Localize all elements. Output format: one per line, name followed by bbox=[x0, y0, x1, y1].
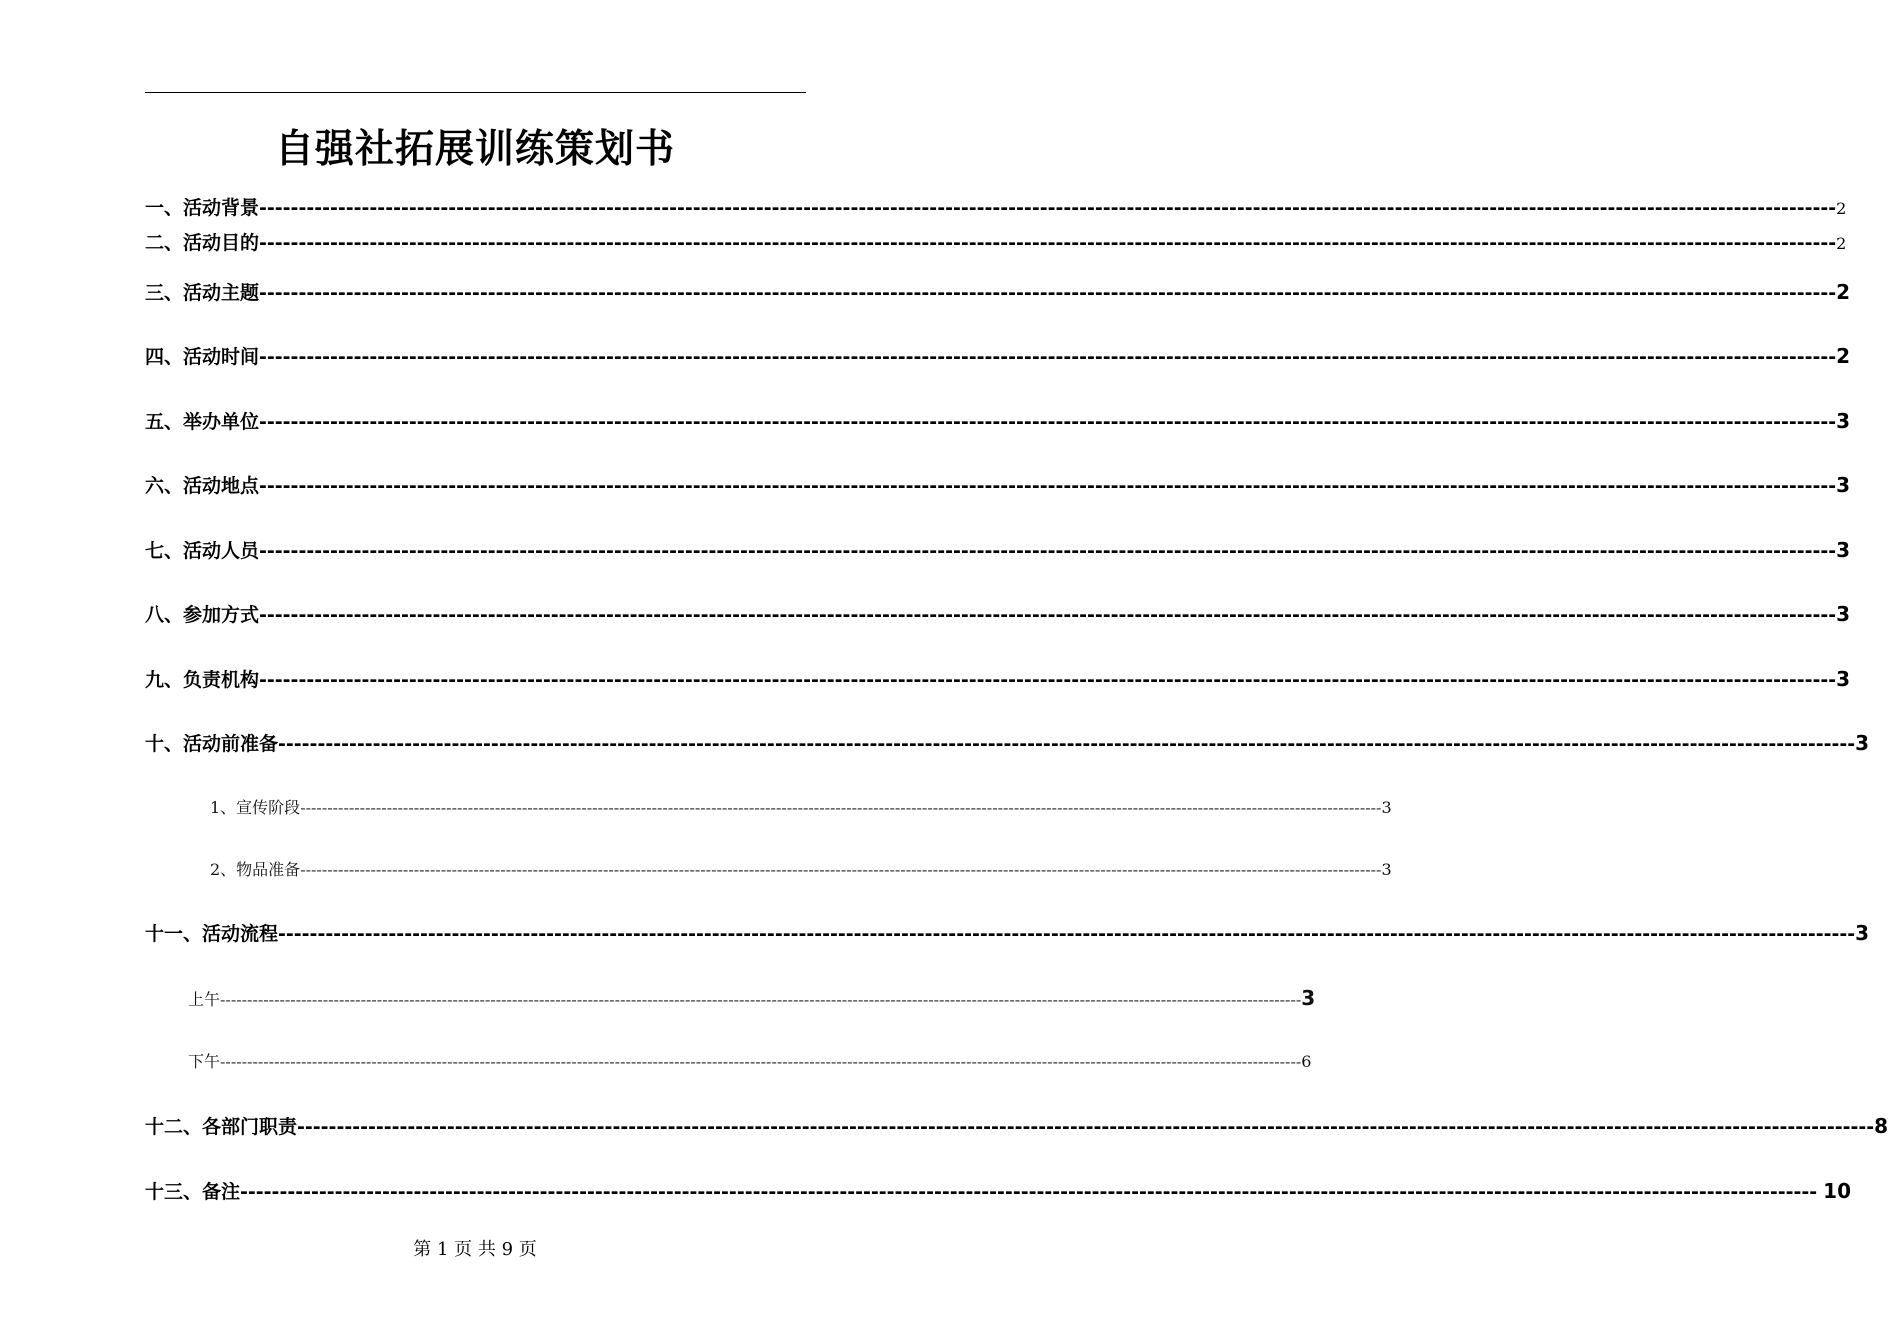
toc-entry-label: 十一、活动流程 bbox=[145, 923, 279, 945]
toc-entry[interactable] bbox=[145, 537, 1851, 563]
toc-subentry[interactable] bbox=[188, 1050, 1312, 1074]
toc-entry[interactable] bbox=[145, 920, 1870, 946]
toc-entry-label: 2、物品准备 bbox=[210, 860, 301, 879]
toc-entry-page: 2 bbox=[1836, 344, 1851, 368]
toc-entry-label: 七、活动人员 bbox=[145, 540, 260, 562]
toc-entry-label: 二、活动目的 bbox=[145, 232, 260, 254]
toc-subentry[interactable] bbox=[210, 858, 1392, 882]
toc-entry-page: 3 bbox=[1301, 986, 1316, 1010]
toc-entry-page: 3 bbox=[1836, 473, 1851, 497]
toc-entry-label: 三、活动主题 bbox=[145, 282, 260, 304]
toc-entry[interactable] bbox=[145, 230, 1847, 256]
toc-entry-page: 2 bbox=[1836, 199, 1847, 218]
toc-leader: -------------------------------------------------------------------------------------------------------------------------------------------------------------------------------------------------------- bbox=[220, 990, 1302, 1009]
toc-leader: -------------------------------------------------------------------------------------------------------------------------------------------------------------------------------------------------------- bbox=[300, 798, 1382, 817]
toc-entry-page: 3 bbox=[1836, 538, 1851, 562]
toc-entry-page: 8 bbox=[1874, 1114, 1888, 1138]
header-rule bbox=[145, 92, 806, 93]
toc-entry-page: 3 bbox=[1836, 667, 1851, 691]
toc-entry-page: 3 bbox=[1836, 409, 1851, 433]
toc-entry-label: 一、活动背景 bbox=[145, 197, 260, 219]
toc-leader: -------------------------------------------------------------------------------------------------------------------------------------------------------------------------------------------------------- bbox=[259, 282, 1837, 304]
toc-entry[interactable] bbox=[145, 601, 1851, 627]
toc-entry-page: 2 bbox=[1836, 280, 1851, 304]
toc-leader: -------------------------------------------------------------------------------------------------------------------------------------------------------------------------------------------------------- bbox=[259, 197, 1837, 219]
toc-entry-page: 3 bbox=[1855, 731, 1870, 755]
toc-entry[interactable] bbox=[145, 666, 1851, 692]
toc-entry-label: 十二、各部门职责 bbox=[145, 1116, 298, 1138]
toc-entry-page: 2 bbox=[1836, 234, 1847, 253]
toc-entry-page: 3 bbox=[1836, 602, 1851, 626]
toc-entry-label: 九、负责机构 bbox=[145, 669, 260, 691]
toc-leader: -------------------------------------------------------------------------------------------------------------------------------------------------------------------------------------------------------- bbox=[297, 1116, 1875, 1138]
toc-entry-label: 下午 bbox=[188, 1052, 221, 1071]
toc-leader: -------------------------------------------------------------------------------------------------------------------------------------------------------------------------------------------------------- bbox=[259, 232, 1837, 254]
toc-entry-label: 1、宣传阶段 bbox=[210, 798, 301, 817]
toc-entry-label: 十、活动前准备 bbox=[145, 733, 279, 755]
toc-leader: -------------------------------------------------------------------------------------------------------------------------------------------------------------------------------------------------------- bbox=[240, 1181, 1818, 1203]
toc-entry-label: 八、参加方式 bbox=[145, 604, 260, 626]
toc-entry-page: 3 bbox=[1381, 798, 1392, 817]
toc-entry[interactable] bbox=[145, 1178, 1852, 1204]
toc-subentry[interactable] bbox=[210, 796, 1392, 820]
toc-entry-label: 上午 bbox=[188, 990, 221, 1009]
toc-leader: -------------------------------------------------------------------------------------------------------------------------------------------------------------------------------------------------------- bbox=[278, 923, 1856, 945]
toc-entry-label: 五、举办单位 bbox=[145, 411, 260, 433]
toc-leader: -------------------------------------------------------------------------------------------------------------------------------------------------------------------------------------------------------- bbox=[278, 733, 1856, 755]
toc-entry[interactable] bbox=[145, 472, 1851, 498]
toc-entry-page: 3 bbox=[1855, 921, 1870, 945]
toc-entry-label: 十三、备注 bbox=[145, 1181, 241, 1203]
toc-entry-label: 六、活动地点 bbox=[145, 475, 260, 497]
toc-leader: -------------------------------------------------------------------------------------------------------------------------------------------------------------------------------------------------------- bbox=[259, 346, 1837, 368]
toc-entry-page: 10 bbox=[1823, 1179, 1852, 1203]
toc-leader: -------------------------------------------------------------------------------------------------------------------------------------------------------------------------------------------------------- bbox=[300, 860, 1382, 879]
toc-leader: -------------------------------------------------------------------------------------------------------------------------------------------------------------------------------------------------------- bbox=[220, 1052, 1302, 1071]
toc-subentry[interactable] bbox=[188, 986, 1316, 1010]
document-title: 自强社拓展训练策划书 bbox=[274, 127, 675, 172]
toc-entry[interactable] bbox=[145, 279, 1851, 305]
toc-leader: -------------------------------------------------------------------------------------------------------------------------------------------------------------------------------------------------------- bbox=[259, 475, 1837, 497]
toc-entry[interactable] bbox=[145, 1113, 1888, 1139]
page-footer: 第 1 页 共 9 页 bbox=[413, 1239, 537, 1260]
toc-entry[interactable] bbox=[145, 195, 1847, 221]
toc-entry-page: 6 bbox=[1301, 1052, 1312, 1071]
toc-leader: -------------------------------------------------------------------------------------------------------------------------------------------------------------------------------------------------------- bbox=[259, 604, 1837, 626]
toc-leader: -------------------------------------------------------------------------------------------------------------------------------------------------------------------------------------------------------- bbox=[259, 540, 1837, 562]
toc-entry[interactable] bbox=[145, 408, 1851, 434]
toc-entry[interactable] bbox=[145, 343, 1851, 369]
toc-leader: -------------------------------------------------------------------------------------------------------------------------------------------------------------------------------------------------------- bbox=[259, 669, 1837, 691]
toc-entry-page: 3 bbox=[1381, 860, 1392, 879]
toc-entry-label: 四、活动时间 bbox=[145, 346, 260, 368]
toc-entry[interactable] bbox=[145, 730, 1870, 756]
toc-leader: -------------------------------------------------------------------------------------------------------------------------------------------------------------------------------------------------------- bbox=[259, 411, 1837, 433]
